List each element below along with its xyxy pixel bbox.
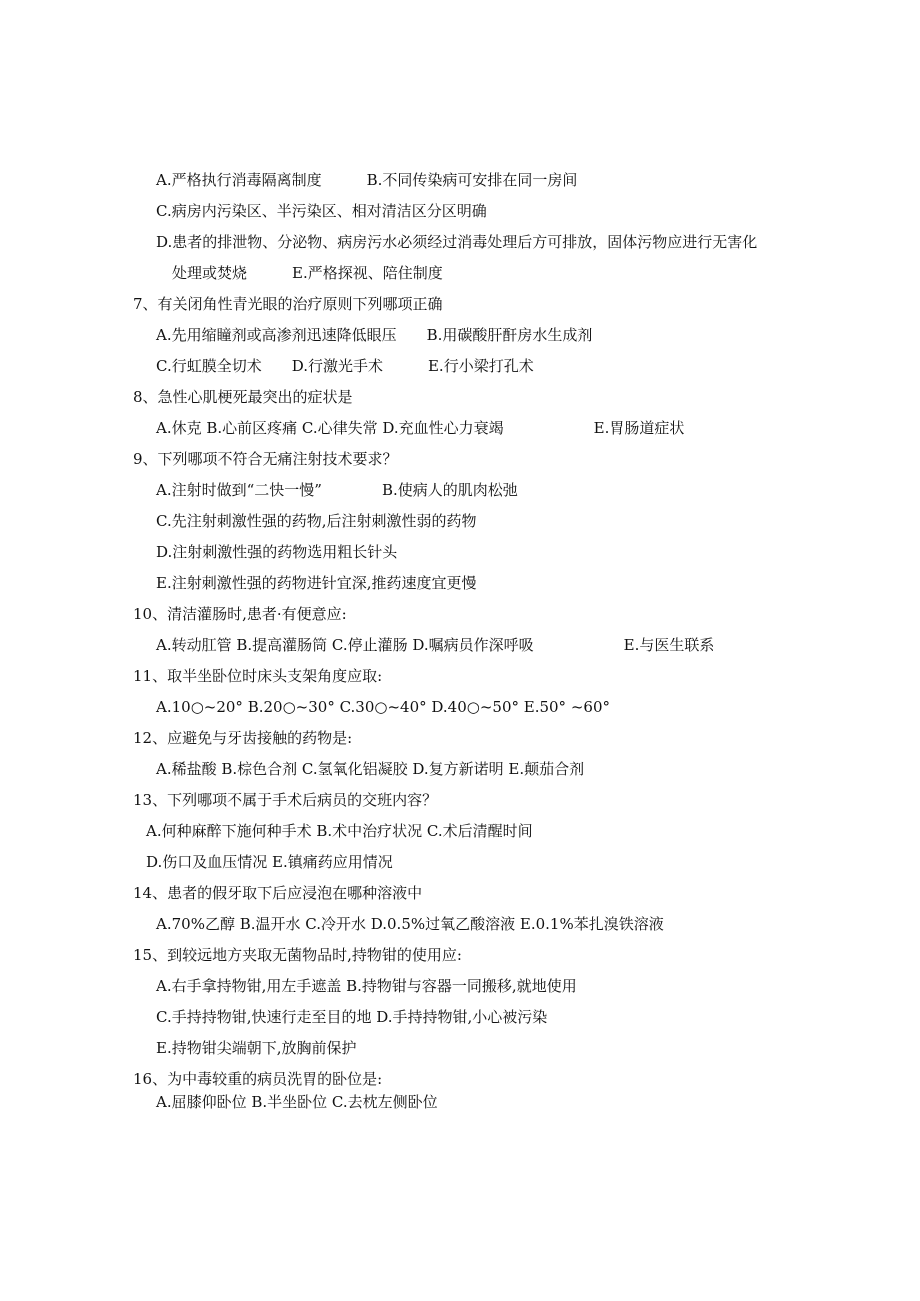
q15-options-a-b: A.右手拿持物钳,用左手遮盖 B.持物钳与容器一同搬移,就地使用 <box>156 977 577 995</box>
q15-options-c-d: C.手持持物钳,快速行走至目的地 D.手持持物钳,小心被污染 <box>156 1008 548 1026</box>
question-9: 9、下列哪项不符合无痛注射技术要求？ <box>133 450 398 468</box>
q9-option-d: D.注射刺激性强的药物选用粗长针头 <box>156 543 398 561</box>
question-14: 14、患者的假牙取下后应浸泡在哪种溶液中 <box>133 884 423 902</box>
q13-options-a-c: A.何种麻醉下施何种手术 B.术中治疗状况 C.术后清醒时间 <box>146 822 533 840</box>
q15-option-e: E.持物钳尖端朝下,放胸前保护 <box>156 1039 357 1057</box>
q13-options-d-e: D.伤口及血压情况 E.镇痛药应用情况 <box>146 853 393 871</box>
q6-option-c: C.病房内污染区、半污染区、相对清洁区分区明确 <box>156 202 487 220</box>
question-16: 16、为中毒较重的病员洗胃的卧位是: <box>133 1070 383 1088</box>
q8-options: A.休克 B.心前区疼痛 C.心律失常 D.充血性心力衰竭 E.胃肠道症状 <box>156 419 685 437</box>
q16-options: A.屈膝仰卧位 B.半坐卧位 C.去枕左侧卧位 <box>156 1093 438 1111</box>
question-13: 13、下列哪项不属于手术后病员的交班内容？ <box>133 791 438 809</box>
q9-options-a-b: A.注射时做到“二快一慢” B.使病人的肌肉松弛 <box>156 481 518 499</box>
question-11: 11、取半坐卧位时床头支架角度应取: <box>133 667 383 685</box>
q6-option-d-continued-e: 处理或焚烧 E.严格探视、陪住制度 <box>172 264 443 282</box>
q7-options-c-e: C.行虹膜全切术 D.行激光手术 E.行小梁打孔术 <box>156 357 534 375</box>
q10-options: A.转动肛管 B.提高灌肠筒 C.停止灌肠 D.嘱病员作深呼吸 E.与医生联系 <box>156 636 715 654</box>
question-15: 15、到较远地方夹取无菌物品时,持物钳的使用应: <box>133 946 462 964</box>
q7-options-a-b: A.先用缩瞳剂或高渗剂迅速降低眼压 B.用碳酸肝酐房水生成剂 <box>156 326 593 344</box>
question-8: 8、急性心肌梗死最突出的症状是 <box>133 388 353 406</box>
q6-option-d: D.患者的排泄物、分泌物、病房污水必须经过消毒处理后方可排放，固体污物应进行无害化 <box>156 233 758 251</box>
q14-options: A.70%乙醇 B.温开水 C.冷开水 D.0.5%过氧乙酸溶液 E.0.1%苯扎溴铁溶液 <box>156 915 664 933</box>
q9-option-e: E.注射刺激性强的药物进针宜深,推药速度宜更慢 <box>156 574 477 592</box>
q9-option-c: C.先注射刺激性强的药物,后注射刺激性弱的药物 <box>156 512 477 530</box>
question-12: 12、应避免与牙齿接触的药物是: <box>133 729 353 747</box>
q11-options: A.10○~20° B.20○~30° C.30○~40° D.40○~50° E.50° ~60° <box>156 698 610 716</box>
question-7: 7、有关闭角性青光眼的治疗原则下列哪项正确 <box>133 295 443 313</box>
q6-options-a-b: A.严格执行消毒隔离制度 B.不同传染病可安排在同一房间 <box>156 171 578 189</box>
q12-options: A.稀盐酸 B.棕色合剂 C.氢氧化铝凝胶 D.复方新诺明 E.颠茄合剂 <box>156 760 585 778</box>
question-10: 10、清洁灌肠时,患者·有便意应: <box>133 605 347 623</box>
